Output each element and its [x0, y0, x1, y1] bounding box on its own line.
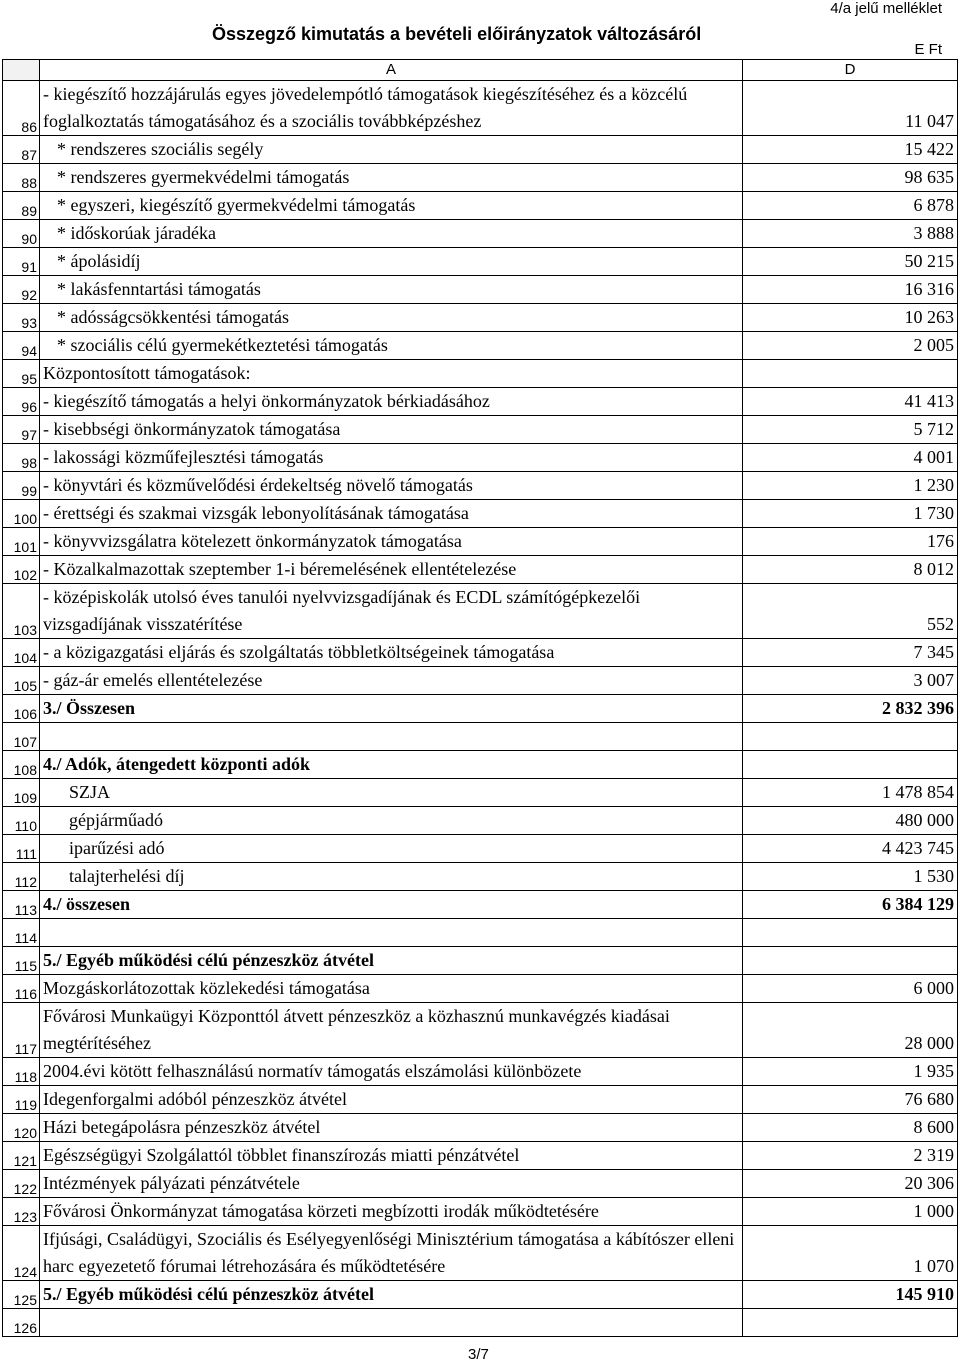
table-row [3, 248, 958, 276]
page-title: Összegző kimutatás a bevételi előirányzatok változásáról [212, 24, 702, 44]
row-value: 1 935 [743, 1058, 958, 1086]
row-description [40, 695, 743, 723]
row-description-text: * ápolásidíj [57, 251, 141, 271]
table-row [3, 807, 958, 835]
table-row [3, 779, 958, 807]
row-number: 119 [3, 1086, 40, 1114]
row-value: 3 888 [743, 220, 958, 248]
row-value: 28 000 [743, 1003, 958, 1058]
row-description [40, 164, 743, 192]
row-description-text: - lakossági közműfejlesztési támogatás [43, 447, 324, 467]
table-row [3, 360, 958, 388]
row-description-text: Fővárosi Önkormányzat támogatása körzeti megbízotti irodák működtetésére [43, 1201, 599, 1221]
row-description [40, 556, 743, 584]
row-description [40, 639, 743, 667]
row-description-text: talajterhelési díj [69, 866, 185, 886]
table-row [3, 1114, 958, 1142]
row-value: 176 [743, 528, 958, 556]
table-row [3, 1281, 958, 1309]
row-description-text: 4./ Adók, átengedett központi adók [43, 754, 311, 774]
table-row [3, 1226, 958, 1281]
table-row [3, 304, 958, 332]
table-row [3, 919, 958, 947]
row-value: 8 600 [743, 1114, 958, 1142]
row-value: 16 316 [743, 276, 958, 304]
row-description [40, 779, 743, 807]
row-description [40, 751, 743, 779]
row-description [40, 248, 743, 276]
row-number: 100 [3, 500, 40, 528]
row-description [40, 360, 743, 388]
row-description [40, 1058, 743, 1086]
row-value: 6 384 129 [743, 891, 958, 919]
unit-label: E Ft [914, 41, 942, 58]
row-description-text: - Közalkalmazottak szeptember 1-i béremelésének ellentételezése [43, 559, 517, 579]
row-description-text: - kiegészítő hozzájárulás egyes jövedelempótló támogatások kiegészítéséhez és a közcélú foglalkoztatás támogatásához és a szociális továbbképzéshez [43, 84, 688, 131]
row-number: 105 [3, 667, 40, 695]
row-description-text: * rendszeres gyermekvédelmi támogatás [57, 167, 350, 187]
row-value: 6 878 [743, 192, 958, 220]
row-description-text: SZJA [69, 782, 111, 802]
row-value: 98 635 [743, 164, 958, 192]
table-row [3, 81, 958, 136]
row-description-text: Idegenforgalmi adóból pénzeszköz átvétel [43, 1089, 348, 1109]
row-description [40, 891, 743, 919]
table-row [3, 388, 958, 416]
row-description-text: Fővárosi Munkaügyi Központtól átvett pénzeszköz a közhasznú munkavégzés kiadásai megtérítéséhez [43, 1006, 670, 1053]
row-description [40, 919, 743, 947]
row-value: 2 832 396 [743, 695, 958, 723]
table-row [3, 192, 958, 220]
row-description-text: gépjárműadó [69, 810, 163, 830]
column-header-value: D [743, 60, 958, 81]
row-description-text: * időskorúak járadéka [57, 223, 216, 243]
table-row [3, 1086, 958, 1114]
row-description-text: - a közigazgatási eljárás és szolgáltatás többletköltségeinek támogatása [43, 642, 555, 662]
row-number: 111 [3, 835, 40, 863]
row-number: 113 [3, 891, 40, 919]
row-description [40, 304, 743, 332]
column-header-row [3, 60, 958, 81]
row-value: 1 478 854 [743, 779, 958, 807]
row-value: 20 306 [743, 1170, 958, 1198]
row-value: 1 000 [743, 1198, 958, 1226]
row-description [40, 1003, 743, 1058]
row-description-text: * adósságcsökkentési támogatás [57, 307, 289, 327]
row-description-text: iparűzési adó [69, 838, 165, 858]
row-number: 108 [3, 751, 40, 779]
row-description [40, 723, 743, 751]
table-row [3, 332, 958, 360]
row-number: 123 [3, 1198, 40, 1226]
table-row [3, 276, 958, 304]
table-row [3, 723, 958, 751]
row-number: 96 [3, 388, 40, 416]
row-number: 109 [3, 779, 40, 807]
row-value: 15 422 [743, 136, 958, 164]
row-description-text: Mozgáskorlátozottak közlekedési támogatása [43, 978, 370, 998]
row-value: 145 910 [743, 1281, 958, 1309]
row-description-text: - könyvtári és közművelődési érdekeltség növelő támogatás [43, 475, 473, 495]
row-description [40, 528, 743, 556]
row-number: 91 [3, 248, 40, 276]
row-value: 3 007 [743, 667, 958, 695]
table-row [3, 220, 958, 248]
row-description [40, 1198, 743, 1226]
row-description [40, 416, 743, 444]
row-description-text: * lakásfenntartási támogatás [57, 279, 261, 299]
row-description [40, 472, 743, 500]
row-description [40, 1281, 743, 1309]
row-number: 115 [3, 947, 40, 975]
row-description [40, 332, 743, 360]
row-value: 76 680 [743, 1086, 958, 1114]
annex-label: 4/a jelű melléklet [830, 0, 942, 17]
table-row [3, 1003, 958, 1058]
row-value [743, 723, 958, 751]
table-row [3, 1142, 958, 1170]
table-row [3, 528, 958, 556]
row-value: 10 263 [743, 304, 958, 332]
row-description [40, 192, 743, 220]
header-corner-cell [3, 60, 40, 81]
table-row [3, 751, 958, 779]
row-value: 480 000 [743, 807, 958, 835]
row-value: 11 047 [743, 81, 958, 136]
table-row [3, 863, 958, 891]
row-value [743, 919, 958, 947]
table-row [3, 500, 958, 528]
row-description-text: * egyszeri, kiegészítő gyermekvédelmi támogatás [57, 195, 416, 215]
row-description [40, 1170, 743, 1198]
row-value: 1 730 [743, 500, 958, 528]
row-description-text: - érettségi és szakmai vizsgák lebonyolításának támogatása [43, 503, 469, 523]
row-value [743, 360, 958, 388]
table-row [3, 136, 958, 164]
row-number: 103 [3, 584, 40, 639]
row-description [40, 667, 743, 695]
row-description-text: - kiegészítő támogatás a helyi önkormányzatok bérkiadásához [43, 391, 490, 411]
row-number: 124 [3, 1226, 40, 1281]
row-number: 86 [3, 81, 40, 136]
row-number: 104 [3, 639, 40, 667]
row-value: 4 001 [743, 444, 958, 472]
row-value: 41 413 [743, 388, 958, 416]
row-description [40, 947, 743, 975]
row-description-text: - könyvvizsgálatra kötelezett önkormányzatok támogatása [43, 531, 462, 551]
row-number: 120 [3, 1114, 40, 1142]
row-value: 2 005 [743, 332, 958, 360]
table-row [3, 444, 958, 472]
row-value [743, 751, 958, 779]
table-row [3, 584, 958, 639]
row-description [40, 81, 743, 136]
table-row [3, 1198, 958, 1226]
table-row [3, 975, 958, 1003]
row-description-text: 3./ Összesen [43, 698, 135, 718]
row-description-text: Egészségügyi Szolgálattól többlet finanszírozás miatti pénzátvétel [43, 1145, 520, 1165]
row-number: 117 [3, 1003, 40, 1058]
row-description [40, 500, 743, 528]
row-description [40, 584, 743, 639]
row-description-text: Ifjúsági, Családügyi, Szociális és Esélyegyenlőségi Minisztérium támogatása a kábítószer elleni harc egyezetető fórumai létrehozására és működtetésére [43, 1229, 735, 1276]
table-row [3, 947, 958, 975]
row-number: 118 [3, 1058, 40, 1086]
row-description [40, 1114, 743, 1142]
row-value: 2 319 [743, 1142, 958, 1170]
table-row [3, 1309, 958, 1337]
row-description [40, 136, 743, 164]
row-value: 8 012 [743, 556, 958, 584]
table-row [3, 639, 958, 667]
row-description-text: * szociális célú gyermekétkeztetési támogatás [57, 335, 388, 355]
row-number: 88 [3, 164, 40, 192]
row-number: 102 [3, 556, 40, 584]
row-description-text: Központosított támogatások: [43, 363, 251, 383]
table-row [3, 1058, 958, 1086]
table-row [3, 695, 958, 723]
row-number: 99 [3, 472, 40, 500]
row-description [40, 1309, 743, 1337]
row-value [743, 1309, 958, 1337]
row-description [40, 975, 743, 1003]
row-number: 98 [3, 444, 40, 472]
row-number: 97 [3, 416, 40, 444]
row-number: 87 [3, 136, 40, 164]
row-number: 94 [3, 332, 40, 360]
row-description-text: - középiskolák utolsó éves tanulói nyelvvizsgadíjának és ECDL számítógépkezelői vizsgadíjának visszatérítése [43, 587, 641, 634]
row-number: 110 [3, 807, 40, 835]
row-description [40, 835, 743, 863]
revenue-table [2, 59, 958, 1337]
row-description [40, 388, 743, 416]
row-description [40, 807, 743, 835]
row-number: 107 [3, 723, 40, 751]
row-description-text: 5./ Egyéb működési célú pénzeszköz átvétel [43, 1284, 374, 1304]
row-value: 1 230 [743, 472, 958, 500]
table-row [3, 164, 958, 192]
row-number: 95 [3, 360, 40, 388]
row-description [40, 220, 743, 248]
row-description-text: 2004.évi kötött felhasználású normatív támogatás elszámolási különbözete [43, 1061, 582, 1081]
row-value [743, 947, 958, 975]
row-value: 1 070 [743, 1226, 958, 1281]
row-number: 89 [3, 192, 40, 220]
row-description-text: 5./ Egyéb működési célú pénzeszköz átvétel [43, 950, 374, 970]
row-description-text: Házi betegápolásra pénzeszköz átvétel [43, 1117, 321, 1137]
table-row [3, 416, 958, 444]
table-row [3, 472, 958, 500]
row-number: 90 [3, 220, 40, 248]
row-description [40, 1226, 743, 1281]
table-row [3, 891, 958, 919]
row-number: 112 [3, 863, 40, 891]
table-row [3, 835, 958, 863]
row-value: 1 530 [743, 863, 958, 891]
row-description [40, 1142, 743, 1170]
row-value: 50 215 [743, 248, 958, 276]
row-description [40, 276, 743, 304]
row-number: 106 [3, 695, 40, 723]
row-description [40, 444, 743, 472]
row-value: 7 345 [743, 639, 958, 667]
row-number: 92 [3, 276, 40, 304]
row-number: 122 [3, 1170, 40, 1198]
row-description-text: 4./ összesen [43, 894, 130, 914]
table-row [3, 556, 958, 584]
row-description-text: - kisebbségi önkormányzatok támogatása [43, 419, 341, 439]
row-description-text: Intézmények pályázati pénzátvétele [43, 1173, 300, 1193]
row-number: 93 [3, 304, 40, 332]
table-row [3, 1170, 958, 1198]
row-description-text: - gáz-ár emelés ellentételezése [43, 670, 263, 690]
column-header-desc: A [40, 60, 743, 81]
row-number: 121 [3, 1142, 40, 1170]
page-number: 3/7 [468, 1346, 489, 1363]
row-value: 6 000 [743, 975, 958, 1003]
row-number: 116 [3, 975, 40, 1003]
row-number: 101 [3, 528, 40, 556]
table-row [3, 667, 958, 695]
row-number: 114 [3, 919, 40, 947]
row-value: 552 [743, 584, 958, 639]
row-number: 125 [3, 1281, 40, 1309]
row-number: 126 [3, 1309, 40, 1337]
row-description [40, 863, 743, 891]
row-value: 5 712 [743, 416, 958, 444]
row-description-text: * rendszeres szociális segély [57, 139, 264, 159]
row-description [40, 1086, 743, 1114]
row-value: 4 423 745 [743, 835, 958, 863]
